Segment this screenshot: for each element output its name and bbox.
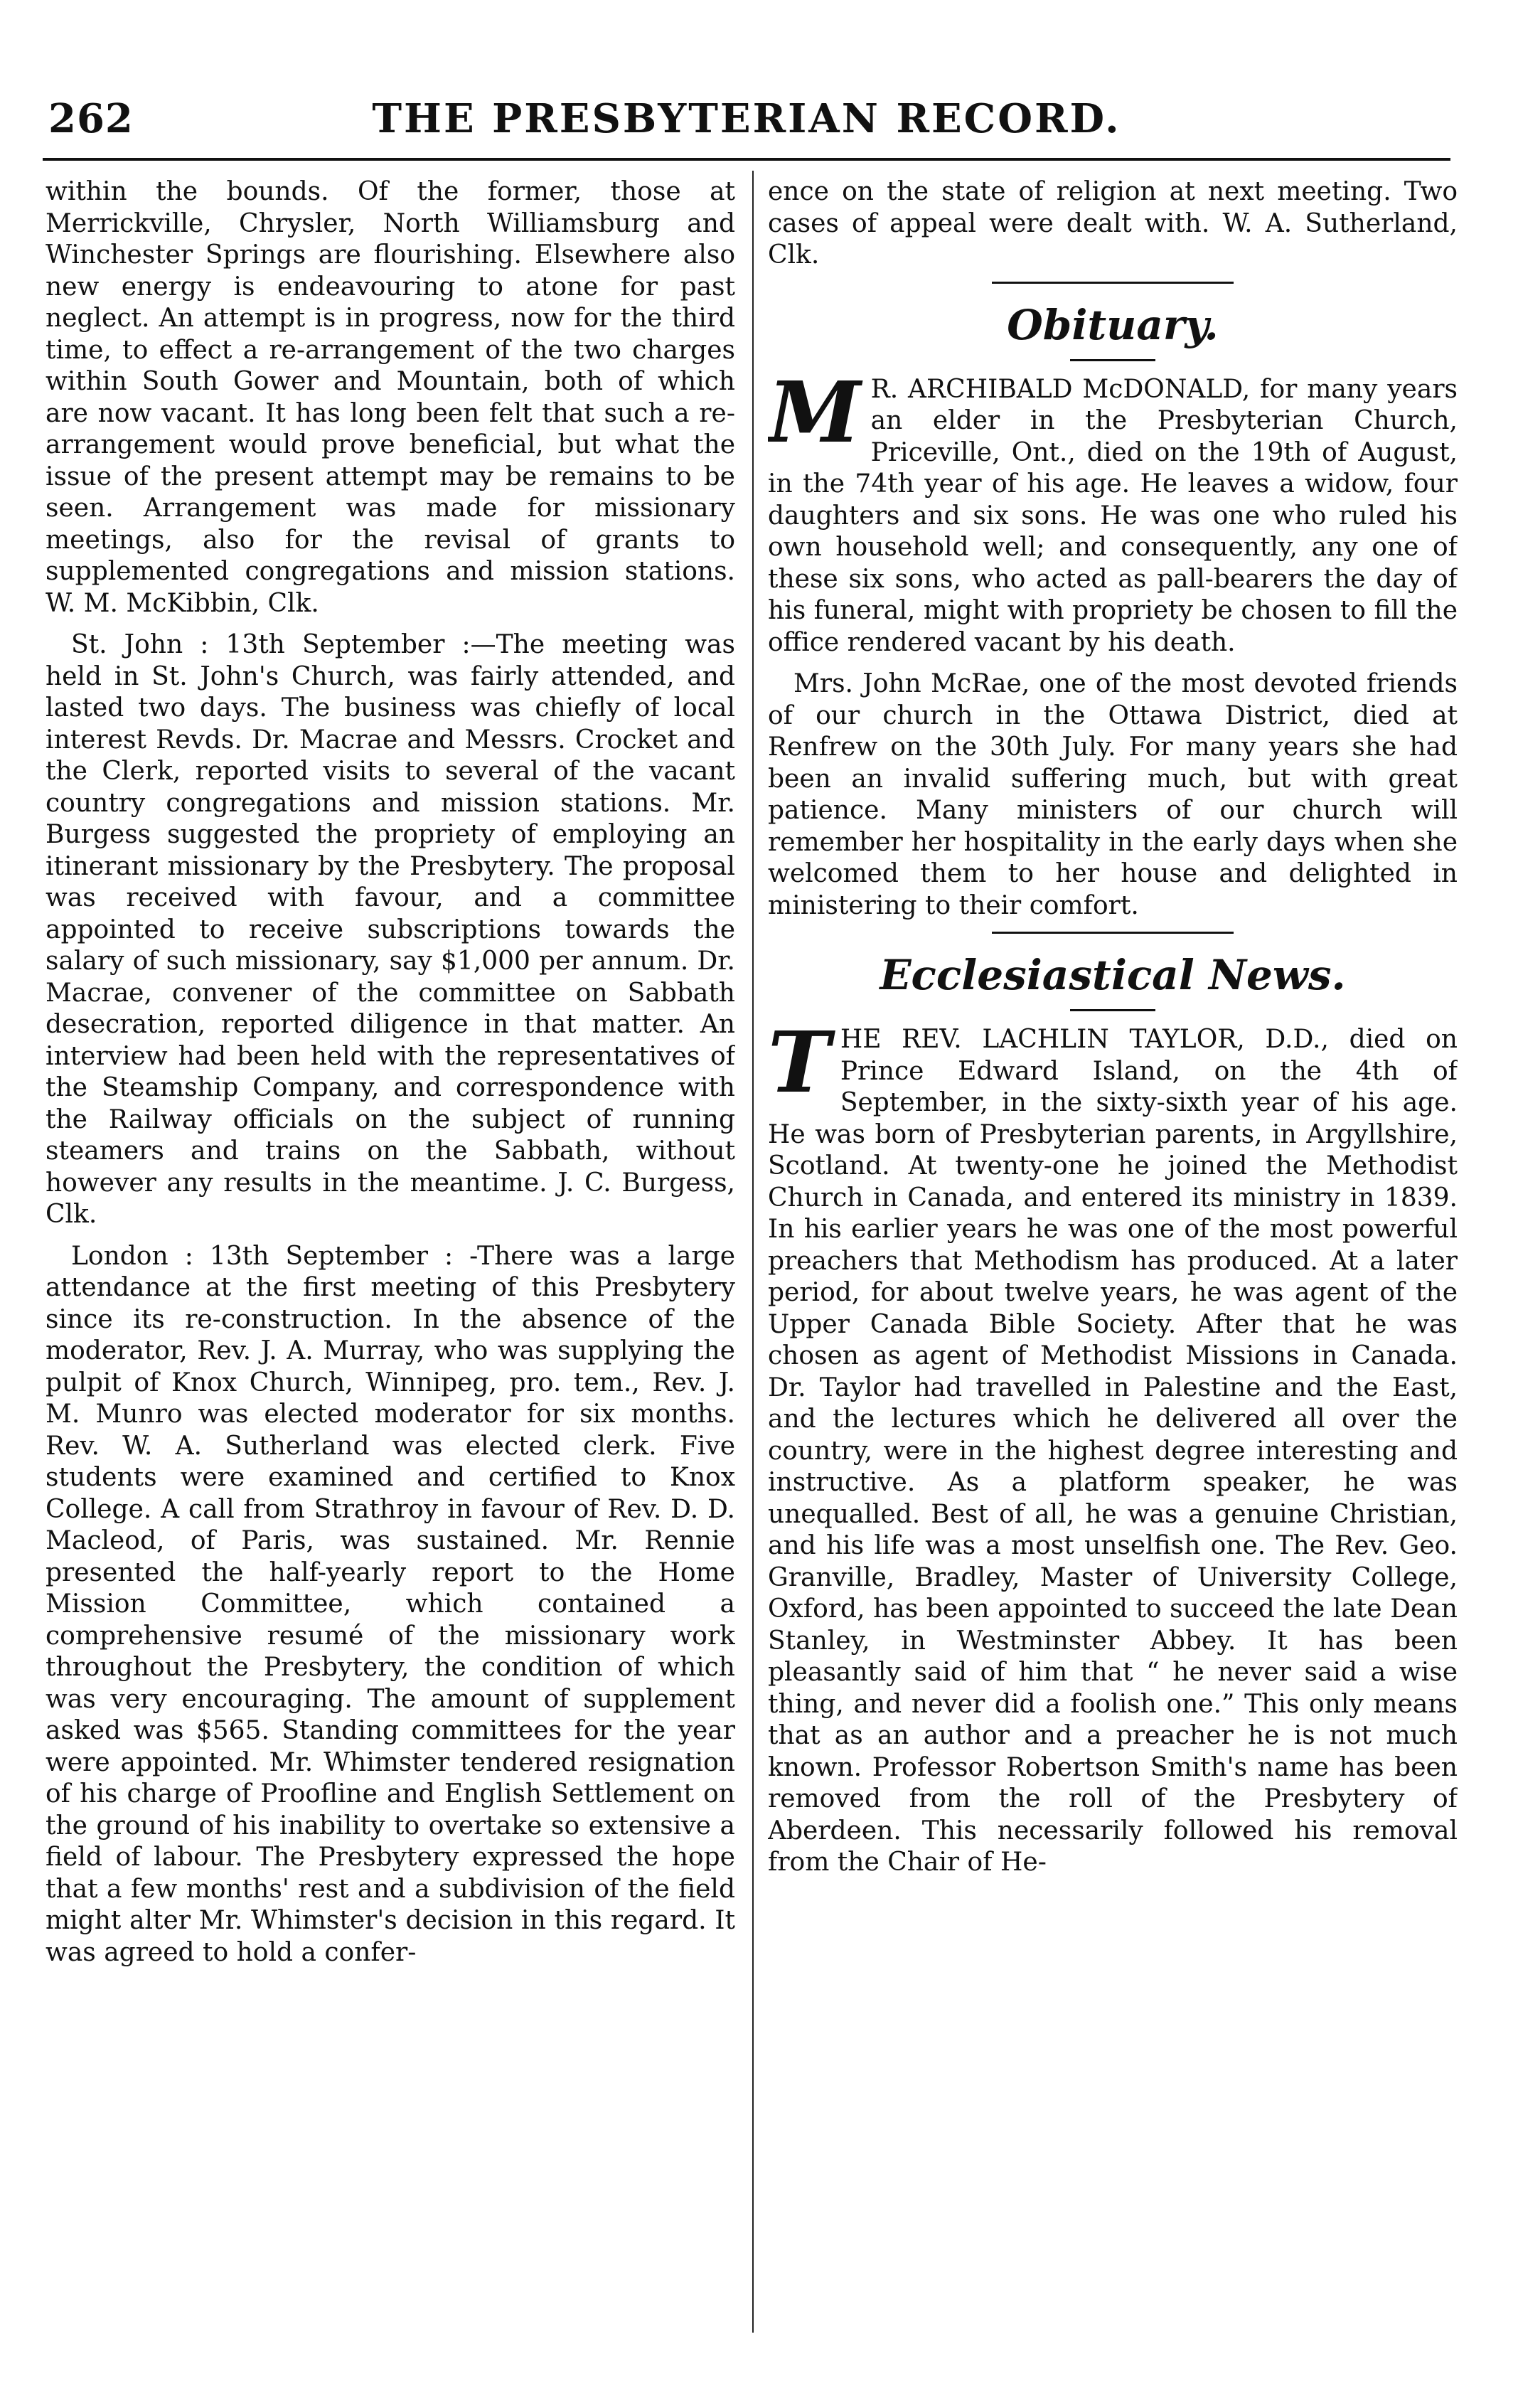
obituary-mcdonald-text: R. ARCHIBALD McDONALD, for many years an elder in the Presbyterian Church, Priceville, Ont., died on the 19th of August, in the 74th year of his age. He leaves a widow, four daughters and six sons. He was one who ruled his own household well; and consequently, any one of these six sons, who acted as pall-bearers the day of his funeral, might with propriety be chosen to fill the office rendered vacant by his death. [768,374,1458,657]
london-report-continued: ence on the state of religion at next meeting. Two cases of appeal were dealt with. W. A. Sutherland, Clk. [768,177,1458,270]
heading-rule [1070,1009,1155,1011]
section-rule [992,282,1234,284]
heading-rule [1070,359,1155,361]
left-column [46,176,735,2324]
presbytery-report-st-john: St. John : 13th September :—The meeting was held in St. John's Church, was fairly attended, and lasted two days. The business was chiefly of local interest Revds. Dr. Macrae and Messrs. Crocket and the Clerk, reported visits to several of the vacant country congregations and mission stations. Mr. Burgess suggested the propriety of employing an itinerant missionary by the Presbytery. The proposal was received with favour, and a committee appointed to receive subscriptions towards the salary of such missionary, say $1,000 per annum. Dr. Macrae, convener of the committee on Sabbath desecration, reported diligence in that matter. An interview had been held with the representatives of the Steamship Company, and correspondence with the Railway officials on the subject of running steamers and trains on the Sabbath, without however any results in the meantime. J. C. Burgess, Clk. [46,630,735,1229]
presbytery-report-continued: within the bounds. Of the former, those at Merrickville, Chrysler, North Williamsburg and Winchester Springs are flourishing. Elsewhere also new energy is endeavouring to atone for past neglect. An attempt is in progress, now for the third time, to effect a re-arrangement of the two charges within South Gower and Mountain, both of which are now vacant. It has long been felt that such a re-arrangement would prove beneficial, but what the issue of the present attempt may be remains to be seen. Arrangement was made for missionary meetings, also for the revisal of grants to supplemented congregations and mission stations. W. M. McKibbin, Clk. [46,177,735,618]
page-header [43,85,1450,149]
page-title: THE PRESBYTERIAN RECORD. [372,95,1121,142]
dropcap-m: M [768,362,861,462]
news-taylor [768,1013,1458,1879]
dropcap-t: T [768,1013,830,1112]
ecclesiastical-news-heading: Ecclesiastical News. [880,951,1346,999]
obituary-mcdonald [768,362,1458,659]
presbytery-report-london: London : 13th September : -There was a large attendance at the first meeting of this Presbytery since its re-construction. In the absence of the moderator, Rev. J. A. Murray, who was supplying the pulpit of Knox Church, Winnipeg, pro. tem., Rev. J. M. Munro was elected moderator for six months. Rev. W. A. Sutherland was elected clerk. Five students were examined and certified to Knox College. A call from Strathroy in favour of Rev. D. D. Macleod, of Paris, was sustained. Mr. Rennie presented the half-yearly report to the Home Mission Committee, which contained a comprehensive resumé of the missionary work throughout the Presbytery, the condition of which was very encouraging. The amount of supplement asked was $565. Standing committees for the year were appointed. Mr. Whimster tendered resignation of his charge of Proofline and English Settlement on the ground of his inability to overtake so extensive a field of labour. The Presbytery expressed the hope that a few months' rest and a subdivision of the field might alter Mr. Whimster's decision in this regard. It was agreed to hold a confer- [46,1241,735,1967]
news-taylor-text: HE REV. LACHLIN TAYLOR, D.D., died on Prince Edward Island, on the 4th of September, in the sixty-sixth year of his age. He was born of Presbyterian parents, in Argyllshire, Scotland. At twenty-one he joined the Methodist Church in Canada, and entered its ministry in 1839. In his earlier years he was one of the most powerful preachers that Methodism has produced. At a later period, for about twelve years, he was agent of the Upper Canada Bible Society. After that he was chosen as agent of Methodist Missions in Canada. Dr. Taylor had travelled in Palestine and the East, and the lectures which he delivered all over the country, were in the highest degree interesting and instructive. As a platform speaker, he was unequalled. Best of all, he was a genuine Christian, and his life was a most unselfish one. The Rev. Geo. Granville, Bradley, Master of University College, Oxford, has been appointed to succeed the late Dean Stanley, in Westminster Abbey. It has been pleasantly said of him that “ he never said a wise thing, and never did a foolish one.” This only means that as an author and a preacher he is not much known. Professor Robertson Smith's name has been removed from the roll of the Presbytery of Aberdeen. This necessarily followed his removal from the Chair of He- [768,1025,1458,1877]
column-divider [752,171,754,2333]
page-number: 262 [48,95,134,142]
header-rule [43,158,1450,161]
obituary-mcrae: Mrs. John McRae, one of the most devoted friends of our church in the Ottawa District, died at Renfrew on the 30th July. For many years she had been an invalid suffering much, but with great patience. Many ministers of our church will remember her hospitality in the early days when she welcomed them to her house and delighted in ministering to their comfort. [768,669,1458,920]
obituary-heading: Obituary. [1007,300,1219,349]
right-column [768,176,1458,2324]
section-rule [992,932,1234,934]
